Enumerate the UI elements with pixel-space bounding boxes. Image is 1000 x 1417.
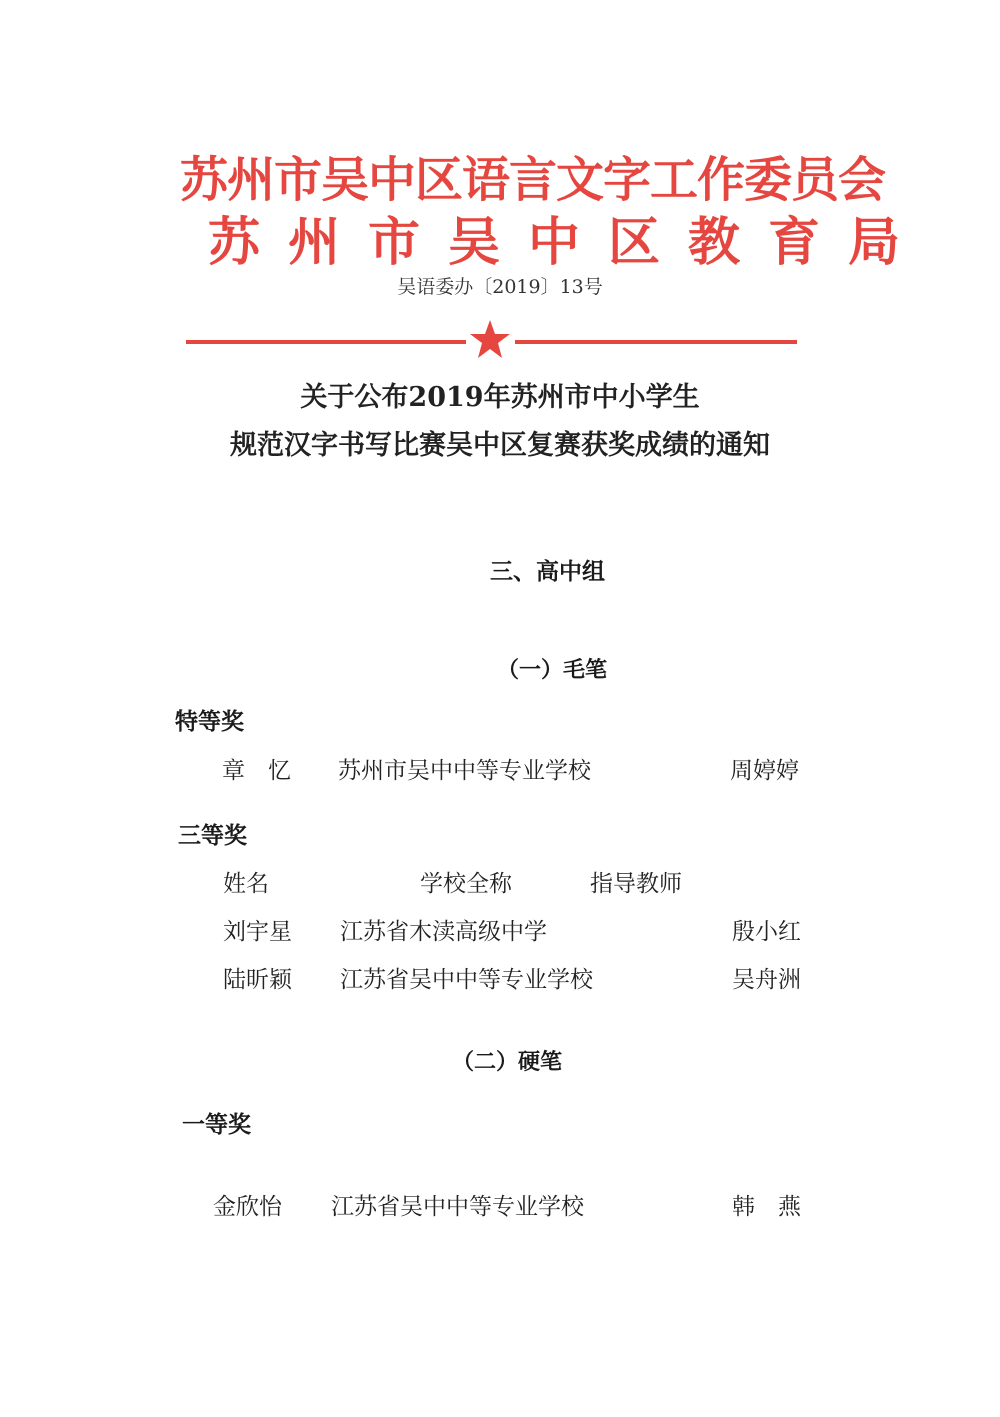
column-header-school: 学校全称 [420, 871, 512, 897]
third-prize-label: 三等奖 [178, 823, 247, 849]
winner-school: 江苏省吴中中等专业学校 [340, 967, 593, 993]
winner-teacher: 殷小红 [732, 919, 801, 945]
first-prize-label: 一等奖 [182, 1112, 251, 1138]
star-icon [470, 318, 510, 362]
winner-school: 江苏省吴中中等专业学校 [331, 1194, 584, 1220]
winner-school: 苏州市吴中中等专业学校 [338, 758, 591, 784]
winner-name: 金欣怡 [213, 1194, 282, 1220]
column-header-teacher: 指导教师 [590, 871, 682, 897]
winner-name: 陆昕颖 [223, 967, 292, 993]
special-prize-label: 特等奖 [175, 709, 244, 735]
winner-teacher: 韩 燕 [732, 1194, 801, 1220]
winner-name: 刘宇星 [223, 919, 292, 945]
pen-heading: （二）硬笔 [452, 1050, 563, 1075]
winner-teacher: 周婷婷 [730, 758, 799, 784]
red-divider-left [186, 340, 466, 344]
issuer-name-2: 苏州市吴中区教育局 [208, 213, 929, 273]
winner-teacher: 吴舟洲 [732, 967, 801, 993]
winner-name: 章 忆 [222, 758, 291, 784]
winner-school: 江苏省木渎高级中学 [340, 919, 547, 945]
red-divider-right [515, 340, 797, 344]
column-header-name: 姓名 [223, 871, 269, 897]
document-number: 吴语委办〔2019〕13号 [397, 276, 603, 298]
notice-title-line1: 关于公布2019年苏州市中小学生 [300, 382, 700, 413]
issuer-name-1: 苏州市吴中区语言文字工作委员会 [180, 152, 886, 208]
notice-title-line2: 规范汉字书写比赛吴中区复赛获奖成绩的通知 [230, 430, 770, 461]
section-heading: 三、高中组 [490, 559, 605, 585]
brush-heading: （一）毛笔 [497, 658, 608, 683]
